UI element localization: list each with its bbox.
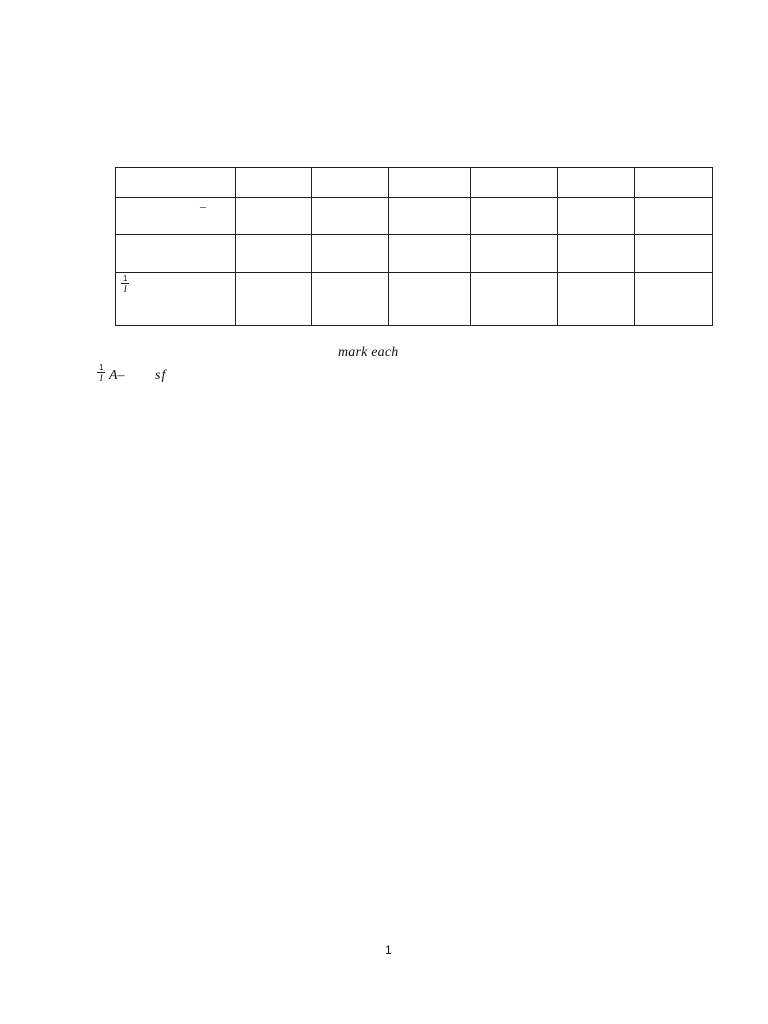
table-caption: mark each [338,345,399,360]
table-cell [471,235,558,273]
page-number: 1 [385,943,392,957]
table-row [116,198,713,235]
table-cell [635,198,713,235]
table-cell [116,235,236,273]
table-row [116,273,713,326]
table-cell [389,198,471,235]
fraction-numerator: 1 [123,274,128,283]
table-cell [389,235,471,273]
row-label-mark: – [200,199,206,213]
table-cell [471,168,558,198]
table-row [116,235,713,273]
table-cell [471,198,558,235]
table-cell [558,198,635,235]
table-cell [635,168,713,198]
table-cell [236,168,312,198]
table-cell [312,273,389,326]
table-row-label [116,198,236,235]
fraction-numerator: 1 [99,363,104,372]
table-cell [312,198,389,235]
row-label-fraction [121,275,129,294]
data-table [115,167,713,326]
fraction-denominator: I [99,373,103,383]
table-cell [116,168,236,198]
table-cell [236,273,312,326]
table-cell [635,235,713,273]
table-row [116,168,713,198]
table-cell [558,168,635,198]
table-cell [236,235,312,273]
table-row-label [116,273,236,326]
table-cell [471,273,558,326]
note-expression: A– [109,368,125,383]
note-unit: sf [155,368,167,383]
formula-note [97,363,297,391]
table-cell [635,273,713,326]
table-cell [236,198,312,235]
table-cell [558,273,635,326]
table-cell [389,273,471,326]
table-cell [312,168,389,198]
fraction-denominator: I [123,284,127,294]
table-cell [312,235,389,273]
table-cell [389,168,471,198]
table-cell [558,235,635,273]
note-fraction [97,364,105,383]
